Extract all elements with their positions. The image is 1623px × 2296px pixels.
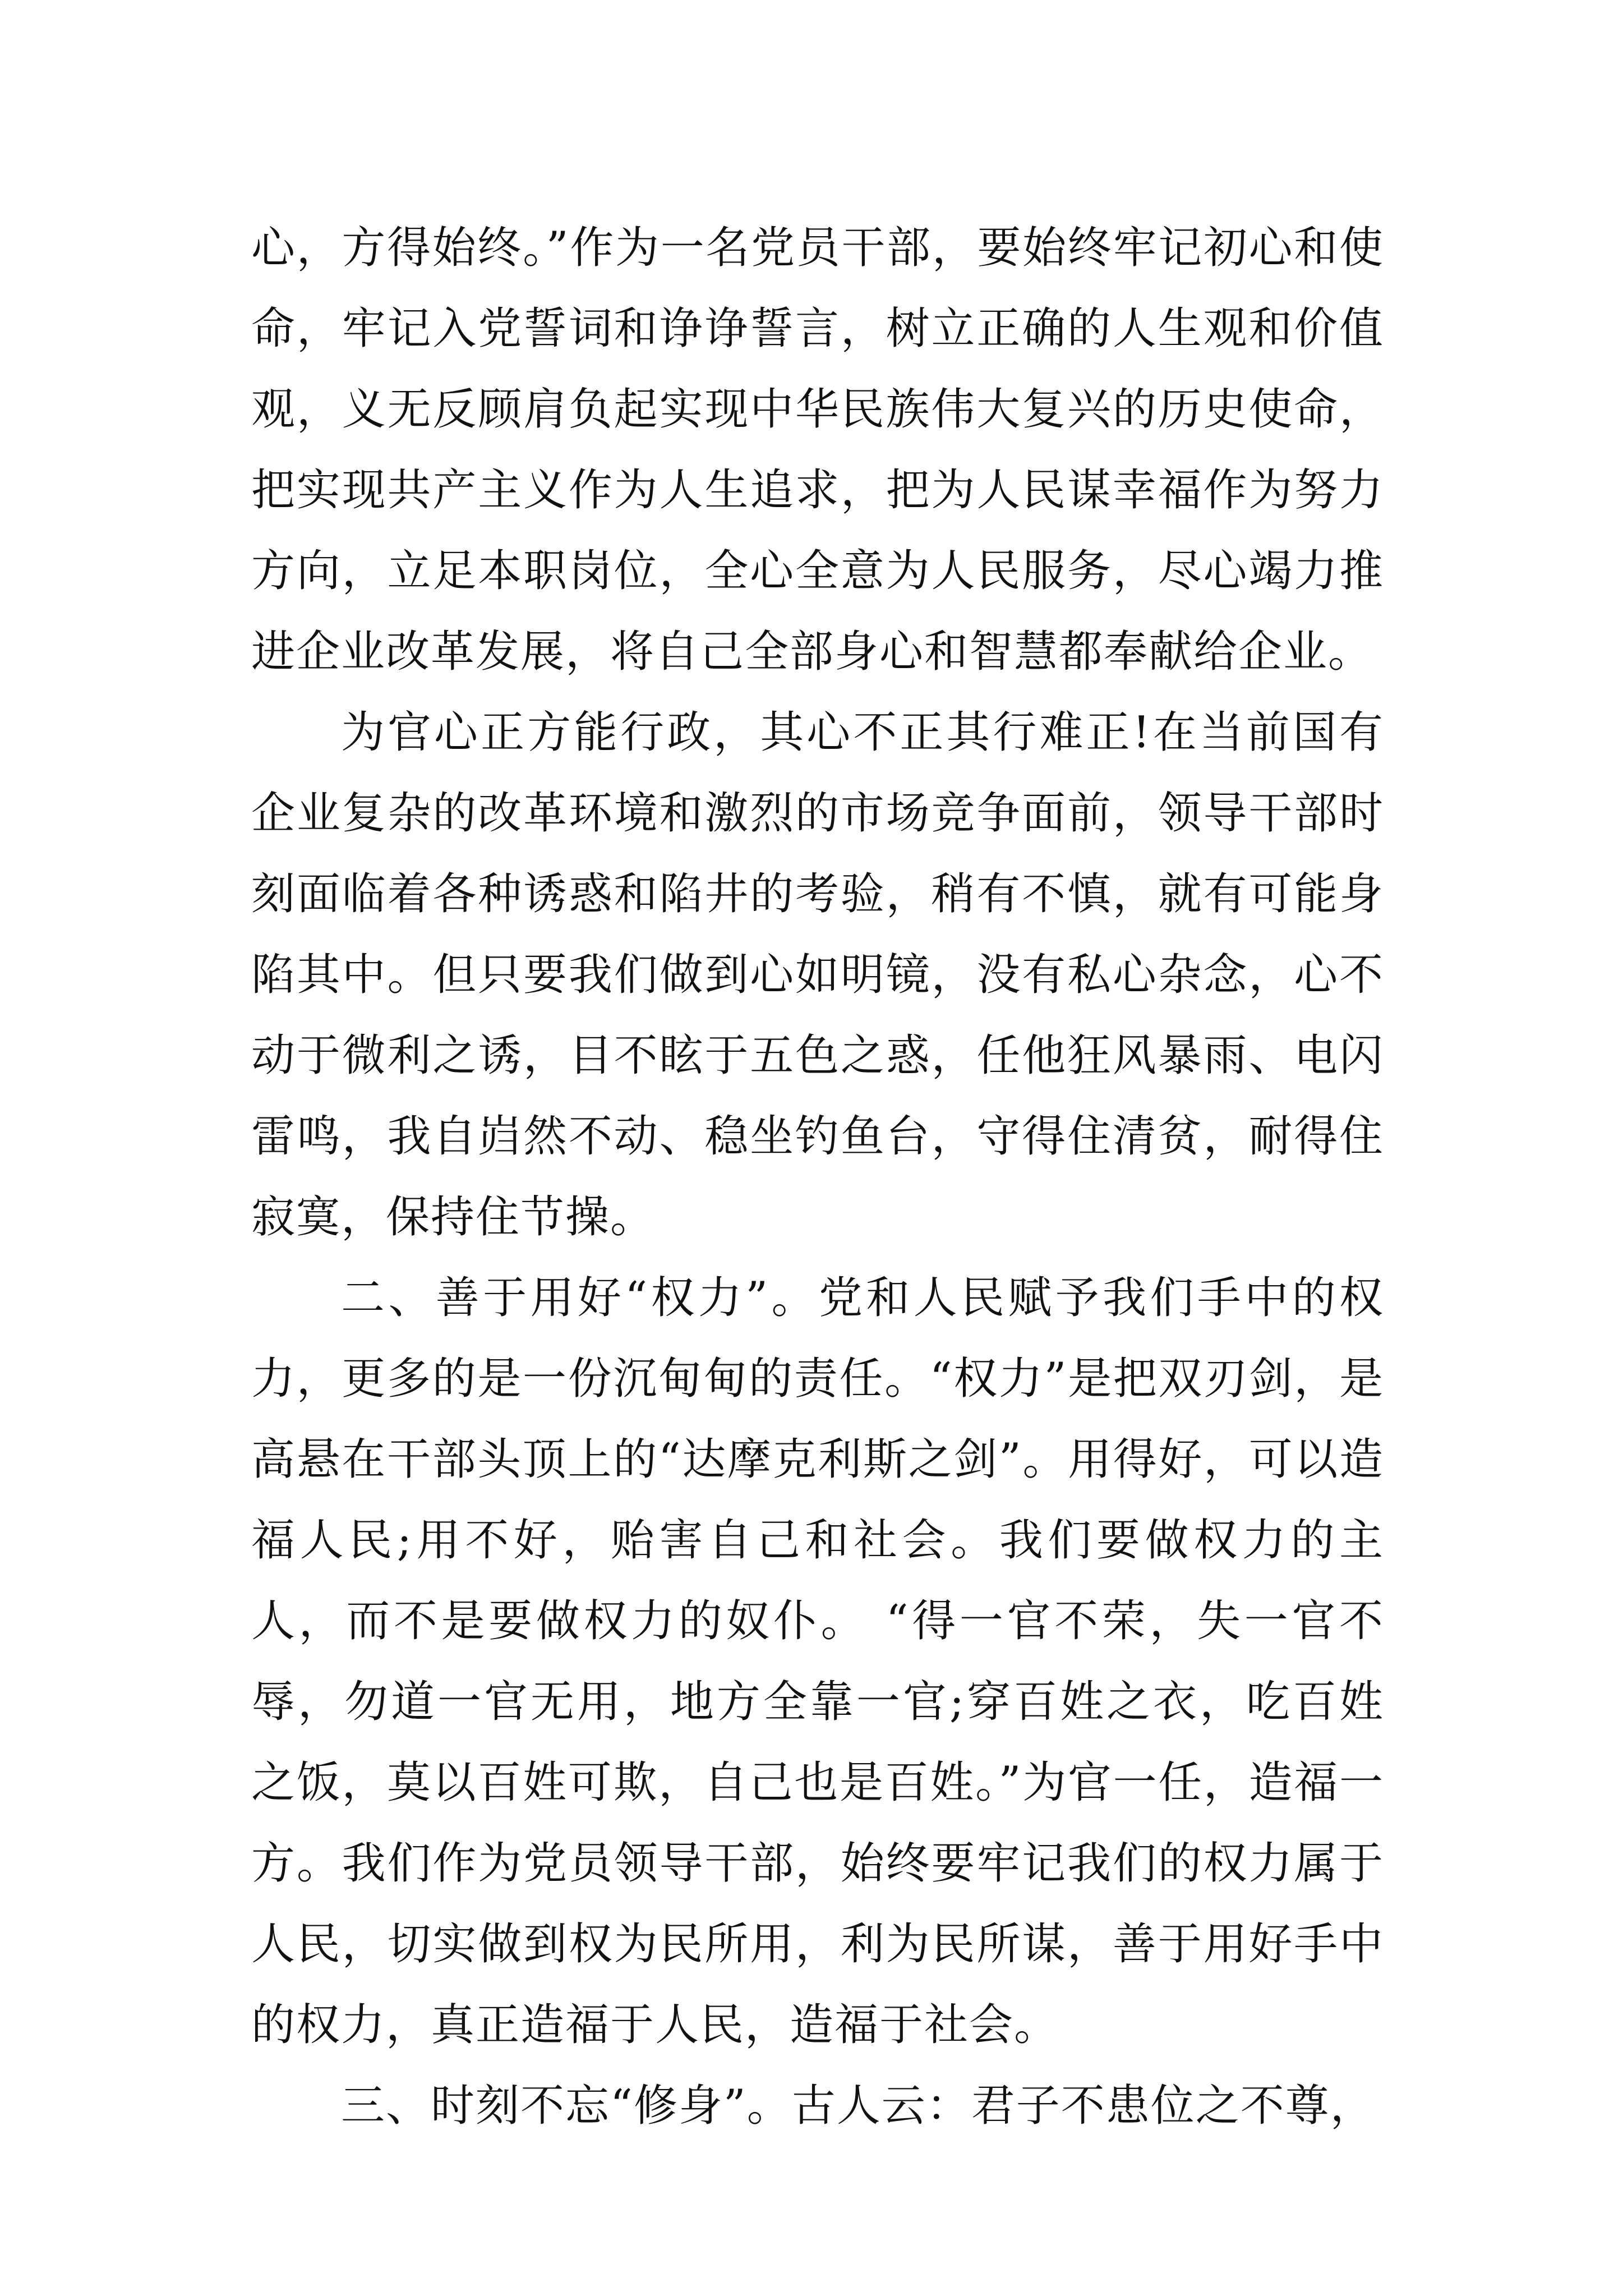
paragraph-3: 二、善于用好“权力”。党和人民赋予我们手中的权力，更多的是一份沉甸甸的责任。“权力”是把双刃剑，是高悬在干部头顶上的“达摩克利斯之剑”。用得好，可以造福人民;用不好，贻害自己和社会。我们要做权力的主人，而不是要做权力的奴仆。 “得一官不荣，失一官不辱，勿道一官无用，地方全靠一官;穿百姓之衣，吃百姓之饭，莫以百姓可欺，自己也是百姓。”为官一任，造福一方。我们作为党员领导干部，始终要牢记我们的权力属于人民，切实做到权为民所用，利为民所谋，善于用好手中的权力，真正造福于人民，造福于社会。 — [251, 1273, 1384, 2050]
paragraph-2: 为官心正方能行政，其心不正其行难正!在当前国有企业复杂的改革环境和激烈的市场竞争面前，领导干部时刻面临着各种诱惑和陷井的考验，稍有不慎，就有可能身陷其中。但只要我们做到心如明镜，没有私心杂念，心不动于微利之诱，目不眩于五色之惑，任他狂风暴雨、电闪雷鸣，我自岿然不动、稳坐钓鱼台，守得住清贫，耐得住寂寞，保持住节操。 — [251, 707, 1384, 1243]
document-body — [251, 208, 1384, 2146]
paragraph-4: 三、时刻不忘“修身”。古人云：君子不患位之不尊， — [341, 2081, 1375, 2131]
paragraph-1: 心，方得始终。”作为一名党员干部，要始终牢记初心和使命，牢记入党誓词和诤诤誓言，树立正确的人生观和价值观，义无反顾肩负起实现中华民族伟大复兴的历史使命，把实现共产主义作为人生追求，把为人民谋幸福作为努力方向，立足本职岗位，全心全意为人民服务，尽心竭力推进企业改革发展，将自己全部身心和智慧都奉献给企业。 — [251, 223, 1384, 677]
